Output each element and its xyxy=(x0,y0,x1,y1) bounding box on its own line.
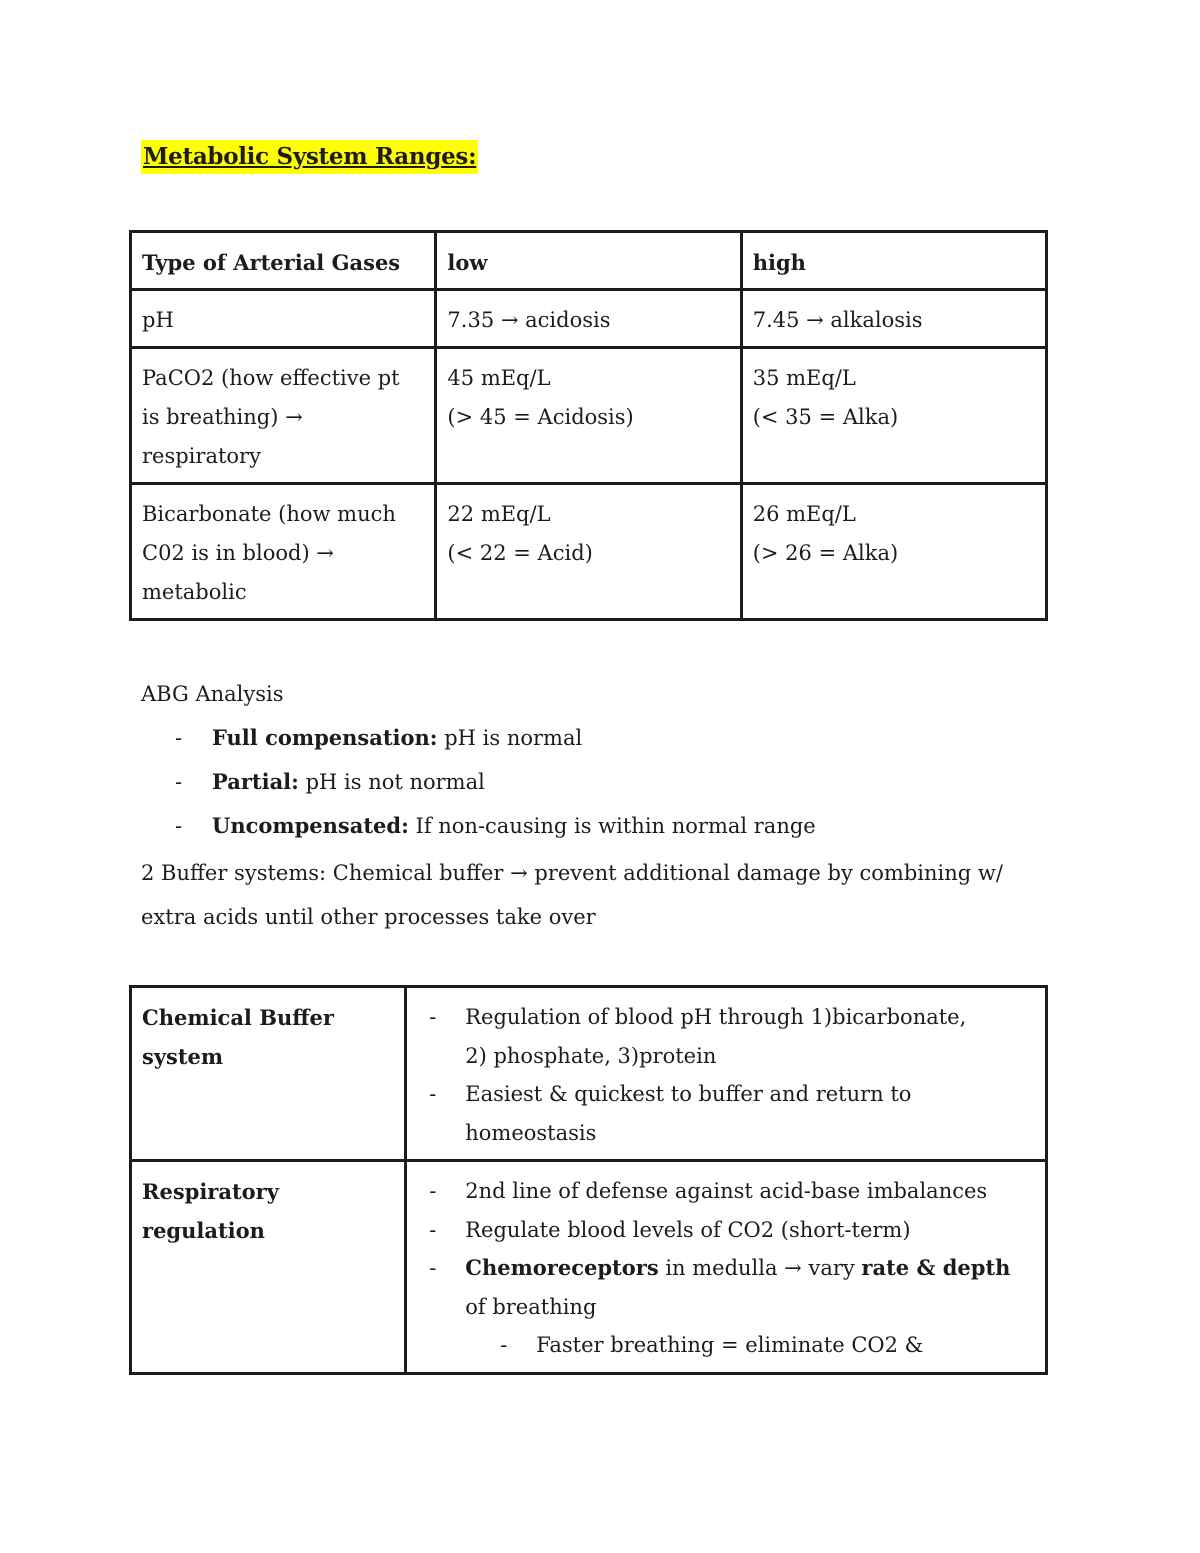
abg-title: ABG Analysis xyxy=(141,682,284,706)
header-low: low xyxy=(436,232,741,290)
table-row-bicarbonate xyxy=(131,484,1047,620)
cell-low: 45 mEq/L (> 45 = Acidosis) xyxy=(436,348,741,484)
cell-title: Respiratory regulation xyxy=(131,1161,406,1374)
cell-details xyxy=(406,1161,1047,1374)
dash-bullet: - xyxy=(175,814,183,838)
sub-list-item: - Faster breathing = eliminate CO2 & xyxy=(429,1326,1035,1365)
cell-high: 35 mEq/L (< 35 = Alka) xyxy=(741,348,1046,484)
table-row-paco2 xyxy=(131,348,1047,484)
list-item: - Regulate blood levels of CO2 (short-term) xyxy=(429,1211,1035,1250)
item-label: Partial: xyxy=(212,769,299,794)
dash-bullet: - xyxy=(175,770,183,794)
list-item xyxy=(141,804,1061,848)
cell-low: 7.35 → acidosis xyxy=(436,290,741,348)
list-item: - 2nd line of defense against acid-base imbalances xyxy=(429,1172,1035,1211)
cell-title: Chemical Buffer system xyxy=(131,987,406,1161)
item-text: pH is not normal xyxy=(298,770,485,794)
table-row-ph xyxy=(131,290,1047,348)
cell-details xyxy=(406,987,1047,1161)
item-text: pH is normal xyxy=(437,726,583,750)
item-label: Uncompensated: xyxy=(212,813,409,838)
list-item: - Regulation of blood pH through 1)bicarbonate, 2) phosphate, 3)protein xyxy=(429,998,1035,1075)
cell-type: pH xyxy=(131,290,436,348)
cell-low: 22 mEq/L (< 22 = Acid) xyxy=(436,484,741,620)
dash-bullet: - xyxy=(500,1333,508,1357)
table-header-row xyxy=(131,232,1047,290)
abg-analysis-section xyxy=(141,672,1061,848)
page-heading: Metabolic System Ranges: xyxy=(141,140,478,174)
list-item xyxy=(141,716,1061,760)
cell-high: 7.45 → alkalosis xyxy=(741,290,1046,348)
arterial-gases-table xyxy=(129,230,1048,621)
list-item: - Chemoreceptors in medulla → vary rate & depth of breathing xyxy=(429,1249,1035,1326)
bullet-list xyxy=(429,998,1035,1152)
list-item xyxy=(141,760,1061,804)
header-type: Type of Arterial Gases xyxy=(131,232,436,290)
buffer-systems-paragraph: 2 Buffer systems: Chemical buffer → prevent additional damage by combining w/ extra acids until other processes take over xyxy=(141,861,1003,929)
cell-type: Bicarbonate (how much C02 is in blood) → metabolic xyxy=(131,484,436,620)
table-row-chemical-buffer xyxy=(131,987,1047,1161)
item-label: Full compensation: xyxy=(212,725,438,750)
dash-bullet: - xyxy=(175,726,183,750)
buffer-systems-table xyxy=(129,985,1048,1375)
item-text: If non-causing is within normal range xyxy=(408,814,816,838)
dash-bullet: - xyxy=(429,1082,437,1106)
dash-bullet: - xyxy=(429,1005,437,1029)
abg-list xyxy=(141,716,1061,848)
bullet-list xyxy=(429,1172,1035,1365)
header-high: high xyxy=(741,232,1046,290)
dash-bullet: - xyxy=(429,1217,437,1242)
cell-type: PaCO2 (how effective pt is breathing) → respiratory xyxy=(131,348,436,484)
list-item: - Easiest & quickest to buffer and return to homeostasis xyxy=(429,1075,1035,1152)
dash-bullet: - xyxy=(429,1256,437,1280)
table-row-respiratory-regulation xyxy=(131,1161,1047,1374)
cell-high: 26 mEq/L (> 26 = Alka) xyxy=(741,484,1046,620)
dash-bullet: - xyxy=(429,1179,437,1203)
